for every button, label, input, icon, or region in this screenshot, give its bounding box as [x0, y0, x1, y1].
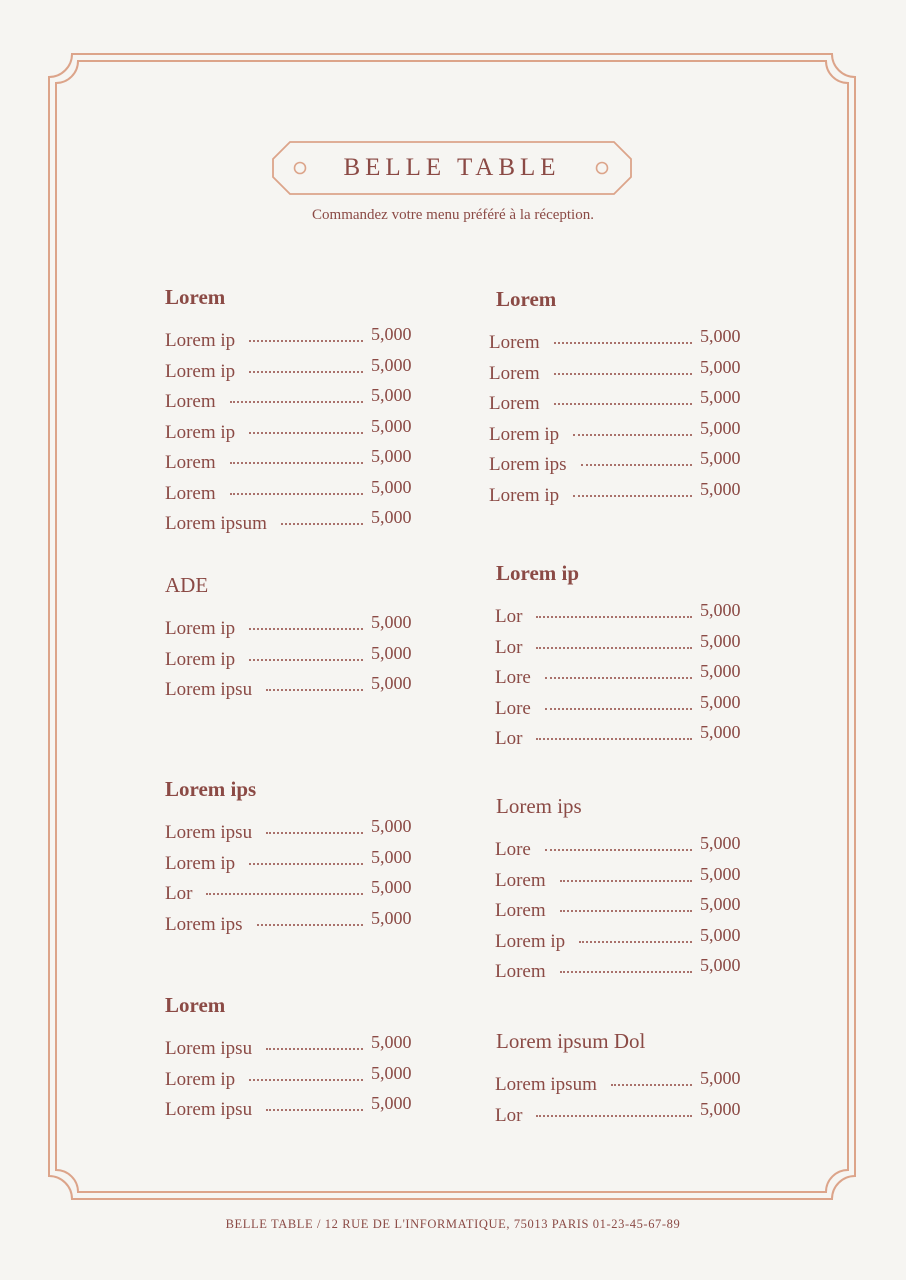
menu-item: [165, 326, 425, 357]
item-price: 5,000: [371, 324, 412, 344]
dot-leader: [230, 399, 363, 403]
menu-item: [165, 448, 425, 479]
dot-leader: [249, 338, 363, 342]
menu-item: [165, 509, 425, 540]
item-name: Lorem ip: [489, 484, 560, 506]
menu-item: [165, 879, 425, 910]
item-name: Lor: [495, 606, 523, 627]
menu-item: [165, 1062, 425, 1096]
menu-item: [496, 724, 756, 755]
item-price: 5,000: [700, 1068, 741, 1088]
dot-leader: [257, 922, 363, 926]
menu-item: [165, 415, 425, 449]
dot-leader: [266, 830, 363, 834]
item-name: Lorem: [165, 391, 216, 412]
item-name: Lorem ips: [165, 913, 243, 935]
item-name: Lore: [495, 697, 531, 719]
item-price: 5,000: [700, 894, 741, 914]
item-name: Lorem: [165, 452, 216, 473]
section-title: Lorem: [165, 285, 226, 309]
item-price: 5,000: [371, 907, 412, 928]
dot-leader: [536, 1113, 692, 1117]
item-price: 5,000: [700, 833, 741, 853]
dot-leader: [573, 493, 692, 497]
menu-section: [165, 991, 425, 1126]
item-price: 5,000: [371, 354, 412, 375]
title-badge: [272, 141, 632, 195]
item-name: Lor: [495, 728, 523, 749]
item-price: 5,000: [700, 387, 741, 407]
item-name: Lorem ipsu: [165, 679, 253, 700]
item-price: 5,000: [371, 816, 412, 836]
dot-leader: [249, 369, 363, 373]
dot-leader: [249, 1077, 363, 1081]
item-price: 5,000: [371, 612, 412, 632]
item-price: 5,000: [371, 1093, 412, 1113]
item-price: 5,000: [371, 476, 412, 497]
item-price: 5,000: [700, 600, 741, 620]
dot-leader: [611, 1082, 692, 1086]
item-price: 5,000: [371, 673, 412, 693]
menu-item: [165, 818, 425, 849]
dot-leader: [536, 736, 692, 740]
item-price: 5,000: [371, 1062, 412, 1083]
dot-leader: [536, 614, 692, 618]
section-title: Lorem: [496, 287, 557, 311]
dot-leader: [573, 432, 692, 436]
item-name: Lorem ip: [165, 330, 236, 351]
menu-item: [495, 1098, 756, 1132]
dot-leader: [266, 1046, 363, 1050]
subtitle: Commandez votre menu préféré à la réception.: [312, 207, 594, 223]
dot-leader: [230, 491, 363, 495]
item-price: 5,000: [700, 722, 741, 742]
dot-leader: [545, 706, 692, 710]
item-price: 5,000: [700, 924, 741, 945]
item-price: 5,000: [371, 385, 412, 405]
dot-leader: [249, 657, 363, 661]
menu-item: [489, 448, 756, 481]
menu-section: [165, 283, 425, 540]
dot-leader: [560, 878, 692, 882]
item-price: 5,000: [700, 661, 741, 681]
restaurant-title: BELLE TABLE: [343, 154, 561, 181]
item-name: Lorem: [489, 332, 540, 353]
dot-leader: [281, 521, 363, 525]
menu-item: [495, 630, 756, 664]
item-price: 5,000: [371, 642, 412, 663]
dot-leader: [266, 687, 363, 691]
section-title: Lorem ip: [496, 561, 580, 585]
menu-item: [495, 924, 756, 958]
menu-item: [165, 675, 425, 706]
menu-item: [165, 846, 425, 880]
menu-item: [165, 642, 425, 676]
item-price: 5,000: [700, 326, 741, 346]
dot-leader: [579, 939, 692, 943]
item-name: Lorem ip: [495, 930, 566, 952]
dot-leader: [581, 462, 692, 466]
section-title: Lorem ips: [165, 777, 257, 801]
menu-section: [489, 285, 756, 511]
section-title: Lorem ips: [496, 794, 582, 818]
menu-item: [165, 614, 425, 645]
menu-item: [165, 907, 425, 941]
item-name: Lorem ip: [165, 421, 236, 443]
item-name: Lorem ip: [165, 360, 236, 382]
menu-section: [496, 1027, 756, 1131]
item-name: Lorem: [495, 961, 546, 982]
item-name: Lorem ip: [165, 1068, 236, 1090]
item-name: Lorem ip: [165, 618, 236, 639]
dot-leader: [545, 675, 692, 679]
item-price: 5,000: [371, 1032, 412, 1052]
menu-item: [165, 354, 425, 388]
item-price: 5,000: [700, 478, 741, 499]
item-name: Lorem ip: [165, 852, 236, 874]
menu-item: [489, 478, 756, 512]
item-price: 5,000: [700, 417, 741, 438]
dot-leader: [249, 861, 363, 865]
dot-leader: [266, 1107, 363, 1111]
dot-leader: [554, 340, 692, 344]
item-price: 5,000: [371, 877, 412, 897]
dot-leader: [560, 969, 692, 973]
item-price: 5,000: [700, 448, 741, 468]
item-name: Lorem ipsum: [165, 513, 267, 534]
dot-leader: [230, 460, 363, 464]
item-name: Lorem ipsum: [495, 1074, 597, 1095]
item-price: 5,000: [700, 955, 741, 975]
menu-item: [496, 896, 756, 927]
item-name: Lorem: [489, 393, 540, 414]
item-name: Lorem ipsu: [165, 1099, 253, 1120]
item-name: Lorem ip: [165, 648, 236, 670]
menu-item: [496, 957, 756, 988]
item-name: Lorem ip: [489, 423, 560, 445]
item-price: 5,000: [371, 446, 412, 466]
item-name: Lorem: [495, 869, 546, 891]
item-name: Lor: [495, 636, 523, 658]
item-name: Lor: [495, 1104, 523, 1126]
item-price: 5,000: [371, 846, 412, 867]
item-name: Lor: [165, 883, 193, 904]
item-name: Lorem: [489, 362, 540, 384]
menu-item: [165, 1034, 425, 1065]
item-price: 5,000: [700, 691, 741, 712]
menu-item: [165, 387, 425, 418]
dot-leader: [545, 847, 692, 851]
dot-leader: [560, 908, 692, 912]
menu-item: [489, 387, 756, 420]
item-price: 5,000: [700, 630, 741, 651]
dot-leader: [554, 371, 692, 375]
section-title: Lorem ipsum Dol: [496, 1029, 646, 1053]
dot-leader: [206, 891, 363, 895]
menu-item: [165, 476, 425, 510]
item-name: Lorem ipsu: [165, 1038, 253, 1059]
section-title: ADE: [165, 573, 209, 597]
menu-item: [489, 356, 756, 390]
item-name: Lore: [495, 839, 531, 860]
item-price: 5,000: [700, 1098, 741, 1119]
item-name: Lorem: [165, 482, 216, 504]
item-name: Lorem ipsu: [165, 822, 253, 843]
menu-item: [496, 835, 756, 866]
menu-item: [489, 326, 756, 359]
menu-section: [496, 559, 756, 755]
menu-section: [496, 792, 756, 988]
menu-item: [495, 863, 756, 897]
menu-item: [489, 417, 756, 451]
dot-leader: [249, 626, 363, 630]
menu-item: [496, 1070, 756, 1101]
section-title: Lorem: [165, 993, 226, 1017]
item-price: 5,000: [700, 863, 741, 884]
item-price: 5,000: [371, 507, 412, 527]
item-price: 5,000: [371, 415, 412, 436]
menu-item: [165, 1095, 425, 1126]
menu-item: [496, 602, 756, 633]
item-name: Lorem: [495, 900, 546, 921]
footer-address: BELLE TABLE / 12 RUE DE L'INFORMATIQUE, 75013 PARIS 01-23-45-67-89: [225, 1217, 681, 1231]
item-name: Lore: [495, 667, 531, 688]
dot-leader: [554, 401, 692, 405]
dot-leader: [536, 645, 692, 649]
item-price: 5,000: [700, 356, 741, 377]
menu-section: [165, 571, 425, 706]
dot-leader: [249, 430, 363, 434]
menu-section: [165, 775, 425, 940]
menu-item: [496, 663, 756, 694]
item-name: Lorem ips: [489, 454, 567, 475]
menu-item: [495, 691, 756, 725]
